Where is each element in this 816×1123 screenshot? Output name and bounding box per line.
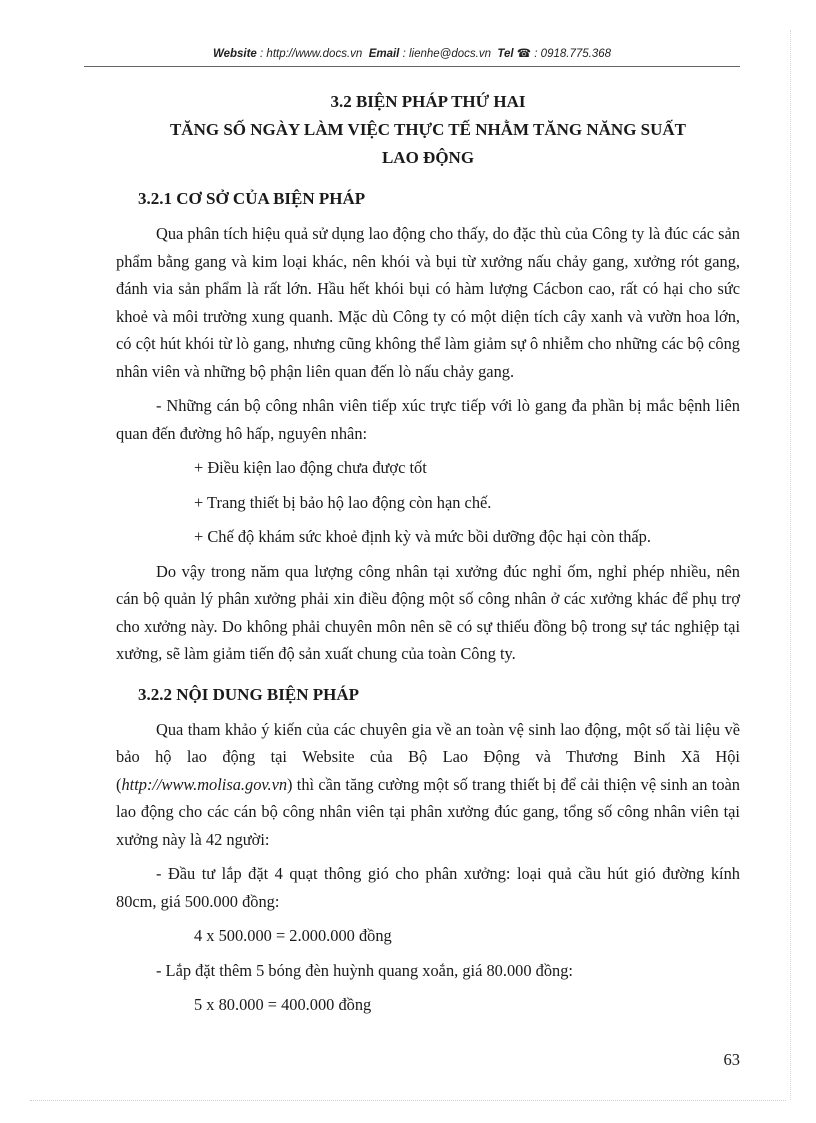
paragraph: - Những cán bộ công nhân viên tiếp xúc trực tiếp với lò gang đa phần bị mắc bệnh liên quan đến đường hô hấp, nguyên nhân:: [116, 396, 740, 443]
section-heading-322: 3.2.2 NỘI DUNG BIỆN PHÁP: [138, 684, 360, 704]
website-label: Website: [212, 48, 257, 60]
website-url[interactable]: : http://www.docs.vn: [260, 48, 363, 60]
tel-label: Tel: [497, 48, 514, 60]
footer-divider: [30, 1100, 786, 1101]
list-item: + Điều kiện lao động chưa được tốt: [194, 458, 427, 477]
phone-icon: ☎: [516, 48, 532, 60]
list-item: + Trang thiết bị bảo hộ lao động còn hạn chế.: [194, 492, 492, 512]
paragraph: - Đầu tư lắp đặt 4 quạt thông gió cho phân xưởng: loại quả cầu hút gió đường kính 80cm, giá 500.000 đồng:: [116, 864, 740, 911]
paragraph-text: ) thì cần tăng cường một số trang thiết bị để cải thiện vệ sinh an toàn lao động cho các cán bộ công nhân viên tại phân xưởng đúc gang, tổng số công nhân viên tại xưởng này là 42 người:: [116, 774, 740, 849]
paragraph: - Lắp đặt thêm 5 bóng đèn huỳnh quang xoắn, giá 80.000 đồng:: [156, 960, 573, 980]
paragraph: Do vậy trong năm qua lượng công nhân tại xưởng đúc nghỉ ốm, nghỉ phép nhiều, nên cán bộ quản lý phân xưởng phải xin điều động một số công nhân ở các xưởng khác để phụ trợ cho xưởng này. Do không phải chuyên môn nên sẽ có sự thiếu đồng bộ trong sự tác nghiệp tại xưởng, sẽ làm giảm tiến độ sản xuất chung của toàn Công ty.: [116, 561, 740, 663]
title-line-2: TĂNG SỐ NGÀY LÀM VIỆC THỰC TẾ NHẰM TĂNG NĂNG SUẤT: [169, 120, 687, 139]
paragraph: [116, 716, 740, 854]
paragraph-text: Qua tham khảo ý kiến của các chuyên gia về an toàn vệ sinh lao động, một số tài liệu về bảo hộ lao động tại Website của Bộ Lao Động và Thương Binh Xã Hội (: [116, 719, 740, 794]
calculation: 5 x 80.000 = 400.000 đồng: [194, 995, 372, 1014]
page-number: 63: [723, 1050, 740, 1069]
section-heading-321: 3.2.1 CƠ SỞ CỦA BIỆN PHÁP: [138, 189, 366, 208]
title-line-1: 3.2 BIỆN PHÁP THỨ HAI: [330, 92, 526, 111]
list-item: + Chế độ khám sức khoẻ định kỳ và mức bồi dưỡng độc hại còn thấp.: [194, 527, 651, 546]
title-line-3: LAO ĐỘNG: [381, 148, 475, 167]
email-label: Email: [368, 48, 400, 60]
side-border: [790, 30, 791, 1100]
calculation: 4 x 500.000 = 2.000.000 đồng: [194, 926, 392, 945]
tel-number: : 0918.775.368: [534, 48, 612, 60]
email-address[interactable]: : lienhe@docs.vn: [402, 48, 491, 60]
paragraph: Qua phân tích hiệu quả sử dụng lao động cho thấy, do đặc thù của Công ty là đúc các sản phẩm bằng gang và kim loại khác, nên khói và bụi từ xưởng nấu chảy gang, xưởng rót gang, đánh via sản phẩm là rất lớn. Hầu hết khói bụi có hàm lượng Cácbon cao, rất có hại cho sức khoẻ và môi trường xung quanh. Mặc dù Công ty có một diện tích cây xanh và vườn hoa lớn, có cột hút khói từ lò gang, nhưng cũng không thể làm giảm sự ô nhiễm cho những các bộ công nhân viên và những bộ phận liên quan đến lò nấu chảy gang.: [116, 224, 740, 381]
header-divider: [84, 66, 740, 67]
page-header: [84, 46, 740, 60]
molisa-link[interactable]: http://www.molisa.gov.vn: [121, 774, 288, 794]
document-body: [116, 88, 740, 1026]
